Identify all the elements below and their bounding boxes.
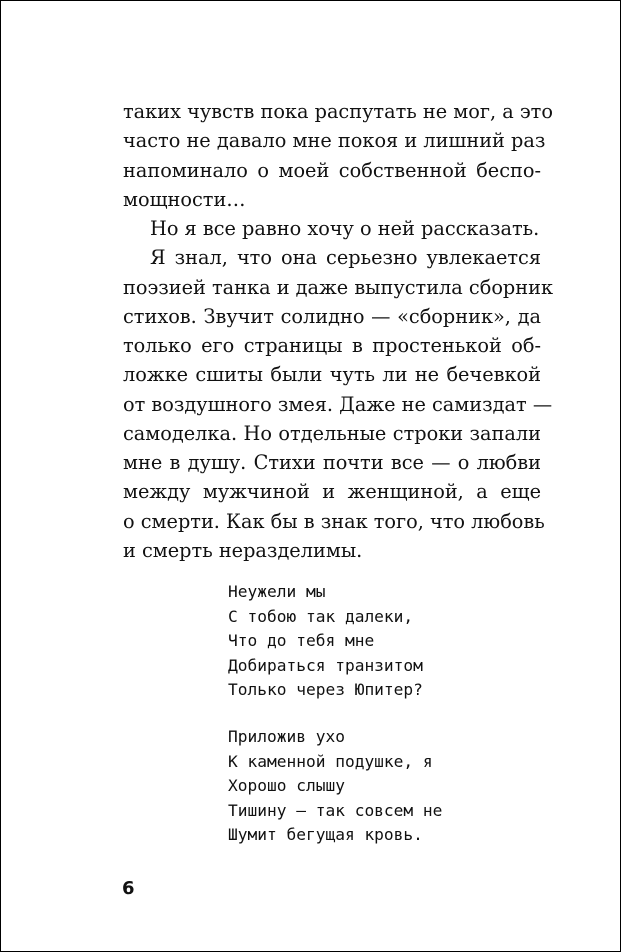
poem-line: Хорошо слышу (228, 776, 345, 795)
prose-line: Но я все равно хочу о ней рассказать. (150, 217, 540, 240)
poem-line: Неужели мы (228, 582, 326, 601)
prose-line: самоделка. Но отдельные строки запали (123, 421, 541, 445)
prose-line: и смерть неразделимы. (123, 538, 363, 562)
poem-line: Что до тебя мне (228, 631, 375, 650)
prose-line: таких чувств пока распутать не мог, а это (123, 100, 553, 123)
prose-line: от воздушного змея. Даже не самиздат — (123, 392, 553, 416)
poem-line: К каменной подушке, я (228, 751, 433, 771)
prose-line: только его страницы в простенькой об- (123, 334, 541, 357)
poem-stanza (228, 580, 423, 703)
poem-line: Добираться транзитом (228, 655, 423, 675)
poem-line: Только через Юпитер? (228, 680, 423, 699)
prose-line: часто не давало мне покоя и лишний раз (123, 129, 546, 153)
prose-block (123, 97, 554, 565)
page-number: 6 (122, 878, 135, 899)
prose-line: Я знал, что она серьезно увлекается (150, 246, 541, 270)
prose-line: мощности… (123, 187, 246, 211)
poem-line: С тобою так далеки, (228, 606, 414, 626)
poem-line: Шумит бегущая кровь. (228, 825, 423, 844)
prose-line: ложке сшиты были чуть ли не бечевкой (123, 363, 541, 387)
prose-line: стихов. Звучит солидно — «сборник», да (123, 304, 541, 328)
prose-line: мне в душу. Стихи почти все — о любви (123, 451, 541, 474)
prose-line: о смерти. Как бы в знак того, что любовь (123, 509, 545, 533)
prose-line: напоминало о моей собственной беспо- (123, 158, 541, 182)
poem-line: Приложив ухо (228, 727, 345, 746)
prose-line: поэзией танка и даже выпустила сборник (123, 275, 554, 299)
prose-line: между мужчиной и женщиной, а еще (123, 480, 541, 504)
poem-stanza (228, 725, 442, 848)
poem-line: Тишину — так совсем не (228, 800, 443, 820)
